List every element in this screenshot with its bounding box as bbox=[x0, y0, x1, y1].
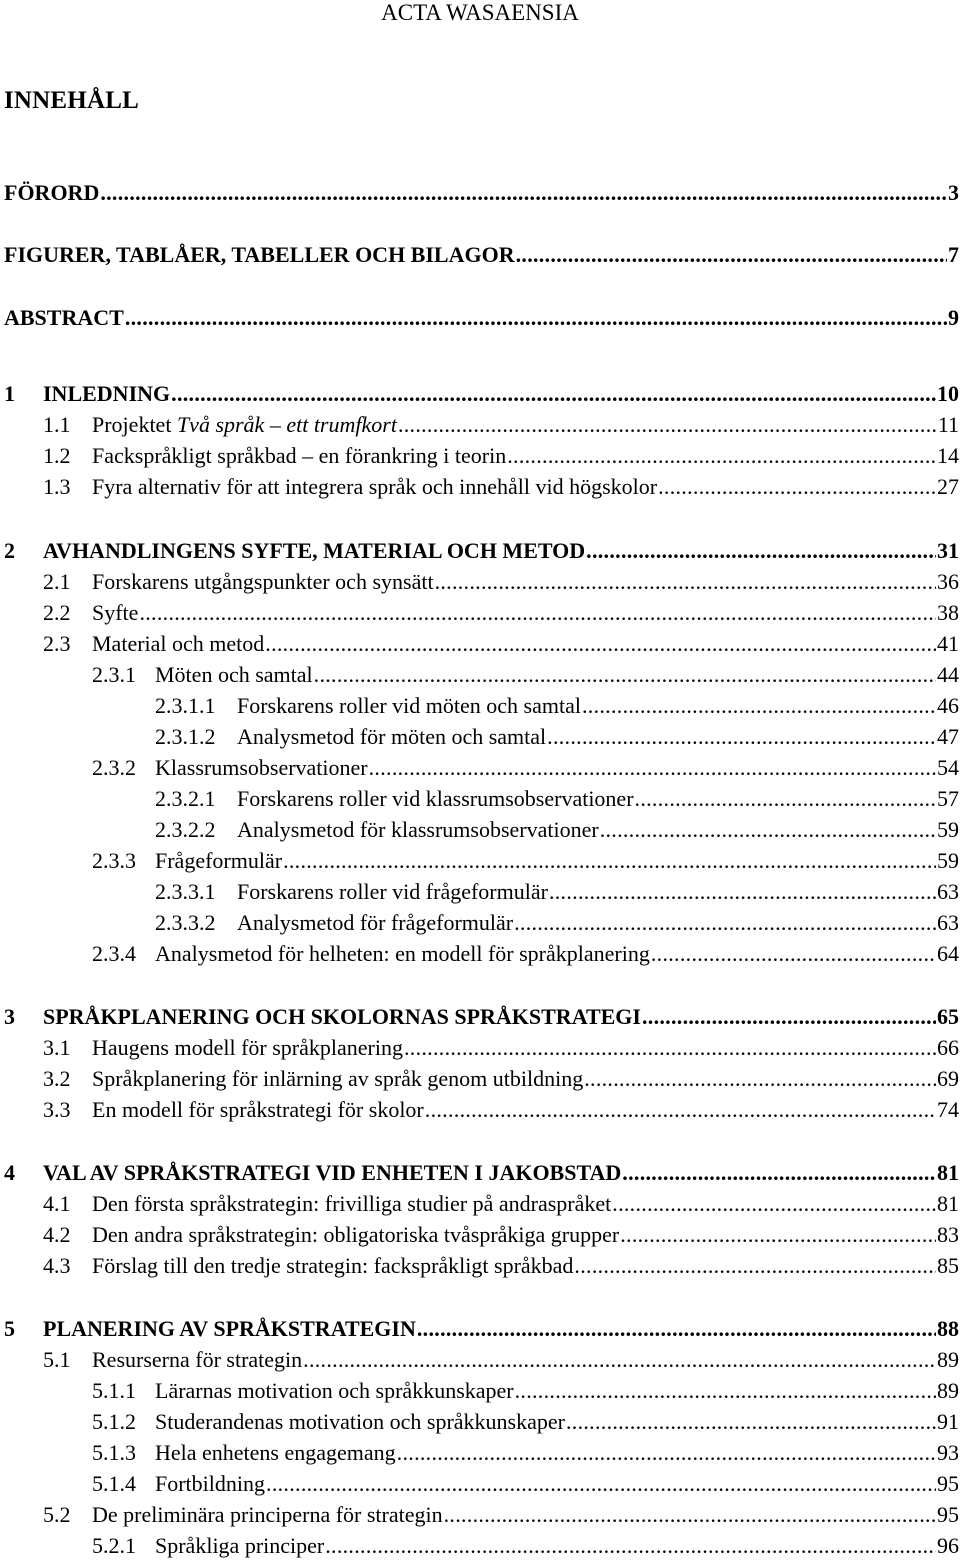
toc-entry-text: FÖRORD bbox=[4, 180, 100, 205]
toc-section-5-1[interactable] bbox=[43, 1347, 959, 1373]
toc-entry-page: 96 bbox=[937, 1533, 959, 1558]
toc-entry-number: 4.3 bbox=[43, 1253, 71, 1278]
toc-entry-text: Den andra språkstrategin: obligatoriska tvåspråkiga grupper bbox=[92, 1222, 620, 1247]
toc-chapter-5[interactable] bbox=[4, 1316, 959, 1342]
leader-dots bbox=[586, 538, 936, 564]
toc-entry-text: Forskarens roller vid möten och samtal bbox=[237, 693, 581, 718]
leader-dots bbox=[622, 1160, 936, 1186]
toc-entry-page: 88 bbox=[937, 1316, 959, 1341]
toc-entry-page: 66 bbox=[937, 1035, 959, 1060]
toc-entry-page: 85 bbox=[937, 1253, 959, 1278]
leader-dots bbox=[283, 848, 936, 874]
leader-dots bbox=[325, 1533, 936, 1559]
toc-entry-number: 2.3.1 bbox=[92, 662, 136, 687]
toc-entry-text: Fyra alternativ för att integrera språk och innehåll vid högskolor bbox=[92, 474, 658, 499]
leader-dots bbox=[584, 1066, 936, 1092]
toc-entry-page: 59 bbox=[937, 848, 959, 873]
toc-entry-page: 38 bbox=[937, 600, 959, 625]
toc-entry-text: AVHANDLINGENS SYFTE, MATERIAL OCH METOD bbox=[43, 538, 586, 563]
toc-entry-number: 3.3 bbox=[43, 1097, 71, 1122]
toc-entry-number: 5.1 bbox=[43, 1347, 71, 1372]
toc-section-2-3-3[interactable] bbox=[92, 848, 959, 874]
running-head: ACTA WASAENSIA bbox=[381, 0, 579, 25]
toc-entry-text: Analysmetod för möten och samtal bbox=[237, 724, 547, 749]
toc-entry-page: 89 bbox=[937, 1378, 959, 1403]
toc-entry-number: 2.3.3.1 bbox=[155, 879, 216, 904]
toc-entry-number: 5.1.4 bbox=[92, 1471, 136, 1496]
toc-entry-page: 65 bbox=[937, 1004, 959, 1029]
toc-entry-number: 2.3.3 bbox=[92, 848, 136, 873]
toc-chapter-4[interactable] bbox=[4, 1160, 959, 1186]
toc-section-4-3[interactable] bbox=[43, 1253, 959, 1279]
leader-dots bbox=[635, 786, 936, 812]
toc-entry-number: 2.3.2.2 bbox=[155, 817, 216, 842]
toc-entry-number: 4.1 bbox=[43, 1191, 71, 1216]
toc-entry-text: FIGURER, TABLÅER, TABELLER OCH BILAGOR bbox=[4, 242, 515, 267]
leader-dots bbox=[435, 569, 936, 595]
toc-entry-text: PLANERING AV SPRÅKSTRATEGIN bbox=[43, 1316, 416, 1341]
toc-entry-page: 54 bbox=[937, 755, 959, 780]
leader-dots bbox=[515, 1378, 936, 1404]
toc-entry-text: Projektet Två språk – ett trumfkort bbox=[92, 412, 397, 437]
toc-section-2-3-1-1[interactable] bbox=[155, 693, 959, 719]
toc-entry-page: 69 bbox=[937, 1066, 959, 1091]
leader-dots bbox=[566, 1409, 936, 1435]
toc-entry-page: 81 bbox=[937, 1191, 959, 1216]
toc-entry-abstract[interactable] bbox=[4, 305, 959, 331]
toc-entry-text: Resurserna för strategin bbox=[92, 1347, 303, 1372]
toc-entry-page: 14 bbox=[937, 443, 959, 468]
leader-dots bbox=[369, 755, 936, 781]
toc-entry-number: 3.2 bbox=[43, 1066, 71, 1091]
leader-dots bbox=[397, 1440, 936, 1466]
toc-section-2-3-2-2[interactable] bbox=[155, 817, 959, 843]
toc-entry-text: De preliminära principerna för strategin bbox=[92, 1502, 443, 1527]
toc-entry-page: 89 bbox=[937, 1347, 959, 1372]
toc-entry-page: 81 bbox=[937, 1160, 959, 1185]
toc-entry-page: 93 bbox=[937, 1440, 959, 1465]
toc-entry-text: VAL AV SPRÅKSTRATEGI VID ENHETEN I JAKOBSTAD bbox=[43, 1160, 622, 1185]
toc-title: INNEHÅLL bbox=[4, 87, 139, 114]
toc-entry-number: 1.2 bbox=[43, 443, 71, 468]
leader-dots bbox=[574, 1253, 936, 1279]
toc-entry-page: 63 bbox=[937, 910, 959, 935]
toc-entry-text: Syfte bbox=[92, 600, 139, 625]
toc-entry-number: 2 bbox=[4, 538, 15, 563]
leader-dots bbox=[547, 724, 936, 750]
toc-entry-figurer[interactable] bbox=[4, 242, 959, 268]
toc-entry-number: 5.1.3 bbox=[92, 1440, 136, 1465]
toc-chapter-2[interactable] bbox=[4, 538, 959, 564]
toc-entry-page: 44 bbox=[937, 662, 959, 687]
toc-entry-text: Fackspråkligt språkbad – en förankring i teorin bbox=[92, 443, 507, 468]
toc-entry-text: ABSTRACT bbox=[4, 305, 124, 330]
toc-entry-text: Hela enhetens engagemang bbox=[155, 1440, 396, 1465]
leader-dots bbox=[398, 412, 937, 438]
toc-entry-page: 41 bbox=[937, 631, 959, 656]
toc-entry-page: 46 bbox=[937, 693, 959, 718]
toc-entry-number: 2.3.2 bbox=[92, 755, 136, 780]
leader-dots bbox=[265, 631, 936, 657]
leader-dots bbox=[620, 1222, 936, 1248]
toc-entry-page: 95 bbox=[937, 1471, 959, 1496]
toc-entry-text: Fortbildning bbox=[155, 1471, 266, 1496]
toc-entry-number: 4 bbox=[4, 1160, 15, 1185]
leader-dots bbox=[549, 879, 936, 905]
toc-entry-page: 9 bbox=[948, 305, 959, 330]
toc-section-1-2[interactable] bbox=[43, 443, 959, 469]
leader-dots bbox=[139, 600, 936, 626]
toc-entry-page: 95 bbox=[937, 1502, 959, 1527]
toc-entry-text: Forskarens roller vid frågeformulär bbox=[237, 879, 548, 904]
toc-entry-text: Haugens modell för språkplanering bbox=[92, 1035, 403, 1060]
toc-entry-page: 31 bbox=[937, 538, 959, 563]
toc-entry-page: 36 bbox=[937, 569, 959, 594]
toc-entry-number: 1.1 bbox=[43, 412, 71, 437]
toc-section-3-3[interactable] bbox=[43, 1097, 959, 1123]
toc-entry-forord[interactable] bbox=[4, 180, 959, 206]
leader-dots bbox=[507, 443, 936, 469]
toc-entry-page: 83 bbox=[937, 1222, 959, 1247]
toc-entry-number: 2.3.2.1 bbox=[155, 786, 216, 811]
toc-entry-number: 2.1 bbox=[43, 569, 71, 594]
toc-entry-text: Förslag till den tredje strategin: fackspråkligt språkbad bbox=[92, 1253, 574, 1278]
toc-entry-text: Analysmetod för klassrumsobservationer bbox=[237, 817, 599, 842]
leader-dots bbox=[612, 1191, 936, 1217]
toc-section-1-3[interactable] bbox=[43, 474, 959, 500]
toc-entry-page: 11 bbox=[937, 412, 959, 437]
toc-entry-text: Språkplanering för inlärning av språk genom utbildning bbox=[92, 1066, 584, 1091]
toc-entry-number: 2.3 bbox=[43, 631, 71, 656]
toc-entry-text: Lärarnas motivation och språkkunskaper bbox=[155, 1378, 514, 1403]
toc-section-2-3-2[interactable] bbox=[92, 755, 959, 781]
toc-entry-page: 7 bbox=[948, 242, 959, 267]
toc-entry-text: Forskarens roller vid klassrumsobservationer bbox=[237, 786, 634, 811]
toc-entry-page: 47 bbox=[937, 724, 959, 749]
toc-chapter-1[interactable] bbox=[4, 381, 959, 407]
toc-section-2-3-4[interactable] bbox=[92, 941, 959, 967]
toc-entry-text: Forskarens utgångspunkter och synsätt bbox=[92, 569, 434, 594]
toc-entry-number: 2.2 bbox=[43, 600, 71, 625]
toc-section-2-3-1[interactable] bbox=[92, 662, 959, 688]
toc-entry-text: Klassrumsobservationer bbox=[155, 755, 368, 780]
toc-entry-number: 3.1 bbox=[43, 1035, 71, 1060]
toc-section-2-3-2-1[interactable] bbox=[155, 786, 959, 812]
toc-section-4-2[interactable] bbox=[43, 1222, 959, 1248]
toc-entry-page: 57 bbox=[937, 786, 959, 811]
toc-entry-text: Frågeformulär bbox=[155, 848, 283, 873]
toc-section-3-2[interactable] bbox=[43, 1066, 959, 1092]
leader-dots bbox=[582, 693, 936, 719]
leader-dots bbox=[444, 1502, 936, 1528]
leader-dots bbox=[171, 381, 936, 407]
leader-dots bbox=[651, 941, 936, 967]
toc-section-4-1[interactable] bbox=[43, 1191, 959, 1217]
leader-dots bbox=[266, 1471, 936, 1497]
leader-dots bbox=[514, 910, 936, 936]
toc-entry-text: INLEDNING bbox=[43, 381, 171, 406]
toc-section-5-2[interactable] bbox=[43, 1502, 959, 1528]
toc-entry-number: 1.3 bbox=[43, 474, 71, 499]
leader-dots bbox=[303, 1347, 936, 1373]
toc-entry-number: 2.3.1.1 bbox=[155, 693, 216, 718]
leader-dots bbox=[658, 474, 936, 500]
toc-section-2-1[interactable] bbox=[43, 569, 959, 595]
leader-dots bbox=[425, 1097, 936, 1123]
toc-section-2-3[interactable] bbox=[43, 631, 959, 657]
leader-dots bbox=[404, 1035, 936, 1061]
leader-dots bbox=[642, 1004, 936, 1030]
toc-entry-text: Analysmetod för helheten: en modell för språkplanering bbox=[155, 941, 650, 966]
toc-entry-number: 3 bbox=[4, 1004, 15, 1029]
leader-dots bbox=[516, 242, 947, 268]
leader-dots bbox=[600, 817, 936, 843]
toc-entry-number: 5 bbox=[4, 1316, 15, 1341]
toc-entry-page: 63 bbox=[937, 879, 959, 904]
toc-entry-text: En modell för språkstrategi för skolor bbox=[92, 1097, 424, 1122]
toc-entry-number: 5.1.1 bbox=[92, 1378, 136, 1403]
toc-section-1-1[interactable] bbox=[43, 412, 959, 438]
toc-entry-number: 2.3.3.2 bbox=[155, 910, 216, 935]
leader-dots bbox=[314, 662, 936, 688]
toc-entry-number: 2.3.4 bbox=[92, 941, 136, 966]
toc-section-2-2[interactable] bbox=[43, 600, 959, 626]
toc-entry-text: Analysmetod för frågeformulär bbox=[237, 910, 514, 935]
toc-entry-number: 5.2 bbox=[43, 1502, 71, 1527]
leader-dots bbox=[417, 1316, 936, 1342]
leader-dots bbox=[100, 180, 947, 206]
toc-section-5-2-1[interactable] bbox=[92, 1533, 959, 1559]
toc-entry-page: 74 bbox=[937, 1097, 959, 1122]
project-title-italic: Två språk – ett trumfkort bbox=[176, 412, 397, 437]
toc-section-2-3-3-2[interactable] bbox=[155, 910, 959, 936]
toc-section-2-3-3-1[interactable] bbox=[155, 879, 959, 905]
toc-entry-page: 3 bbox=[948, 180, 959, 205]
toc-entry-number: 4.2 bbox=[43, 1222, 71, 1247]
toc-entry-page: 64 bbox=[937, 941, 959, 966]
toc-entry-page: 59 bbox=[937, 817, 959, 842]
toc-section-5-1-4[interactable] bbox=[92, 1471, 959, 1497]
toc-entry-text: Den första språkstrategin: frivilliga studier på andraspråket bbox=[92, 1191, 612, 1216]
toc-entry-page: 91 bbox=[937, 1409, 959, 1434]
toc-section-3-1[interactable] bbox=[43, 1035, 959, 1061]
toc-entry-number: 5.1.2 bbox=[92, 1409, 136, 1434]
toc-entry-text: Möten och samtal bbox=[155, 662, 313, 687]
toc-chapter-3[interactable] bbox=[4, 1004, 959, 1030]
toc-entry-number: 1 bbox=[4, 381, 15, 406]
toc-section-5-1-1[interactable] bbox=[92, 1378, 959, 1404]
toc-entry-number: 5.2.1 bbox=[92, 1533, 136, 1558]
toc-section-5-1-2[interactable] bbox=[92, 1409, 959, 1435]
toc-entry-text: Språkliga principer bbox=[155, 1533, 325, 1558]
toc-section-2-3-1-2[interactable] bbox=[155, 724, 959, 750]
toc-entry-text: Material och metod bbox=[92, 631, 265, 656]
toc-section-5-1-3[interactable] bbox=[92, 1440, 959, 1466]
leader-dots bbox=[125, 305, 947, 331]
toc-entry-text: Studerandenas motivation och språkkunskaper bbox=[155, 1409, 565, 1434]
toc-entry-text: SPRÅKPLANERING OCH SKOLORNAS SPRÅKSTRATEGI bbox=[43, 1004, 641, 1029]
toc-entry-number: 2.3.1.2 bbox=[155, 724, 216, 749]
toc-entry-page: 10 bbox=[937, 381, 959, 406]
toc-entry-page: 27 bbox=[937, 474, 959, 499]
